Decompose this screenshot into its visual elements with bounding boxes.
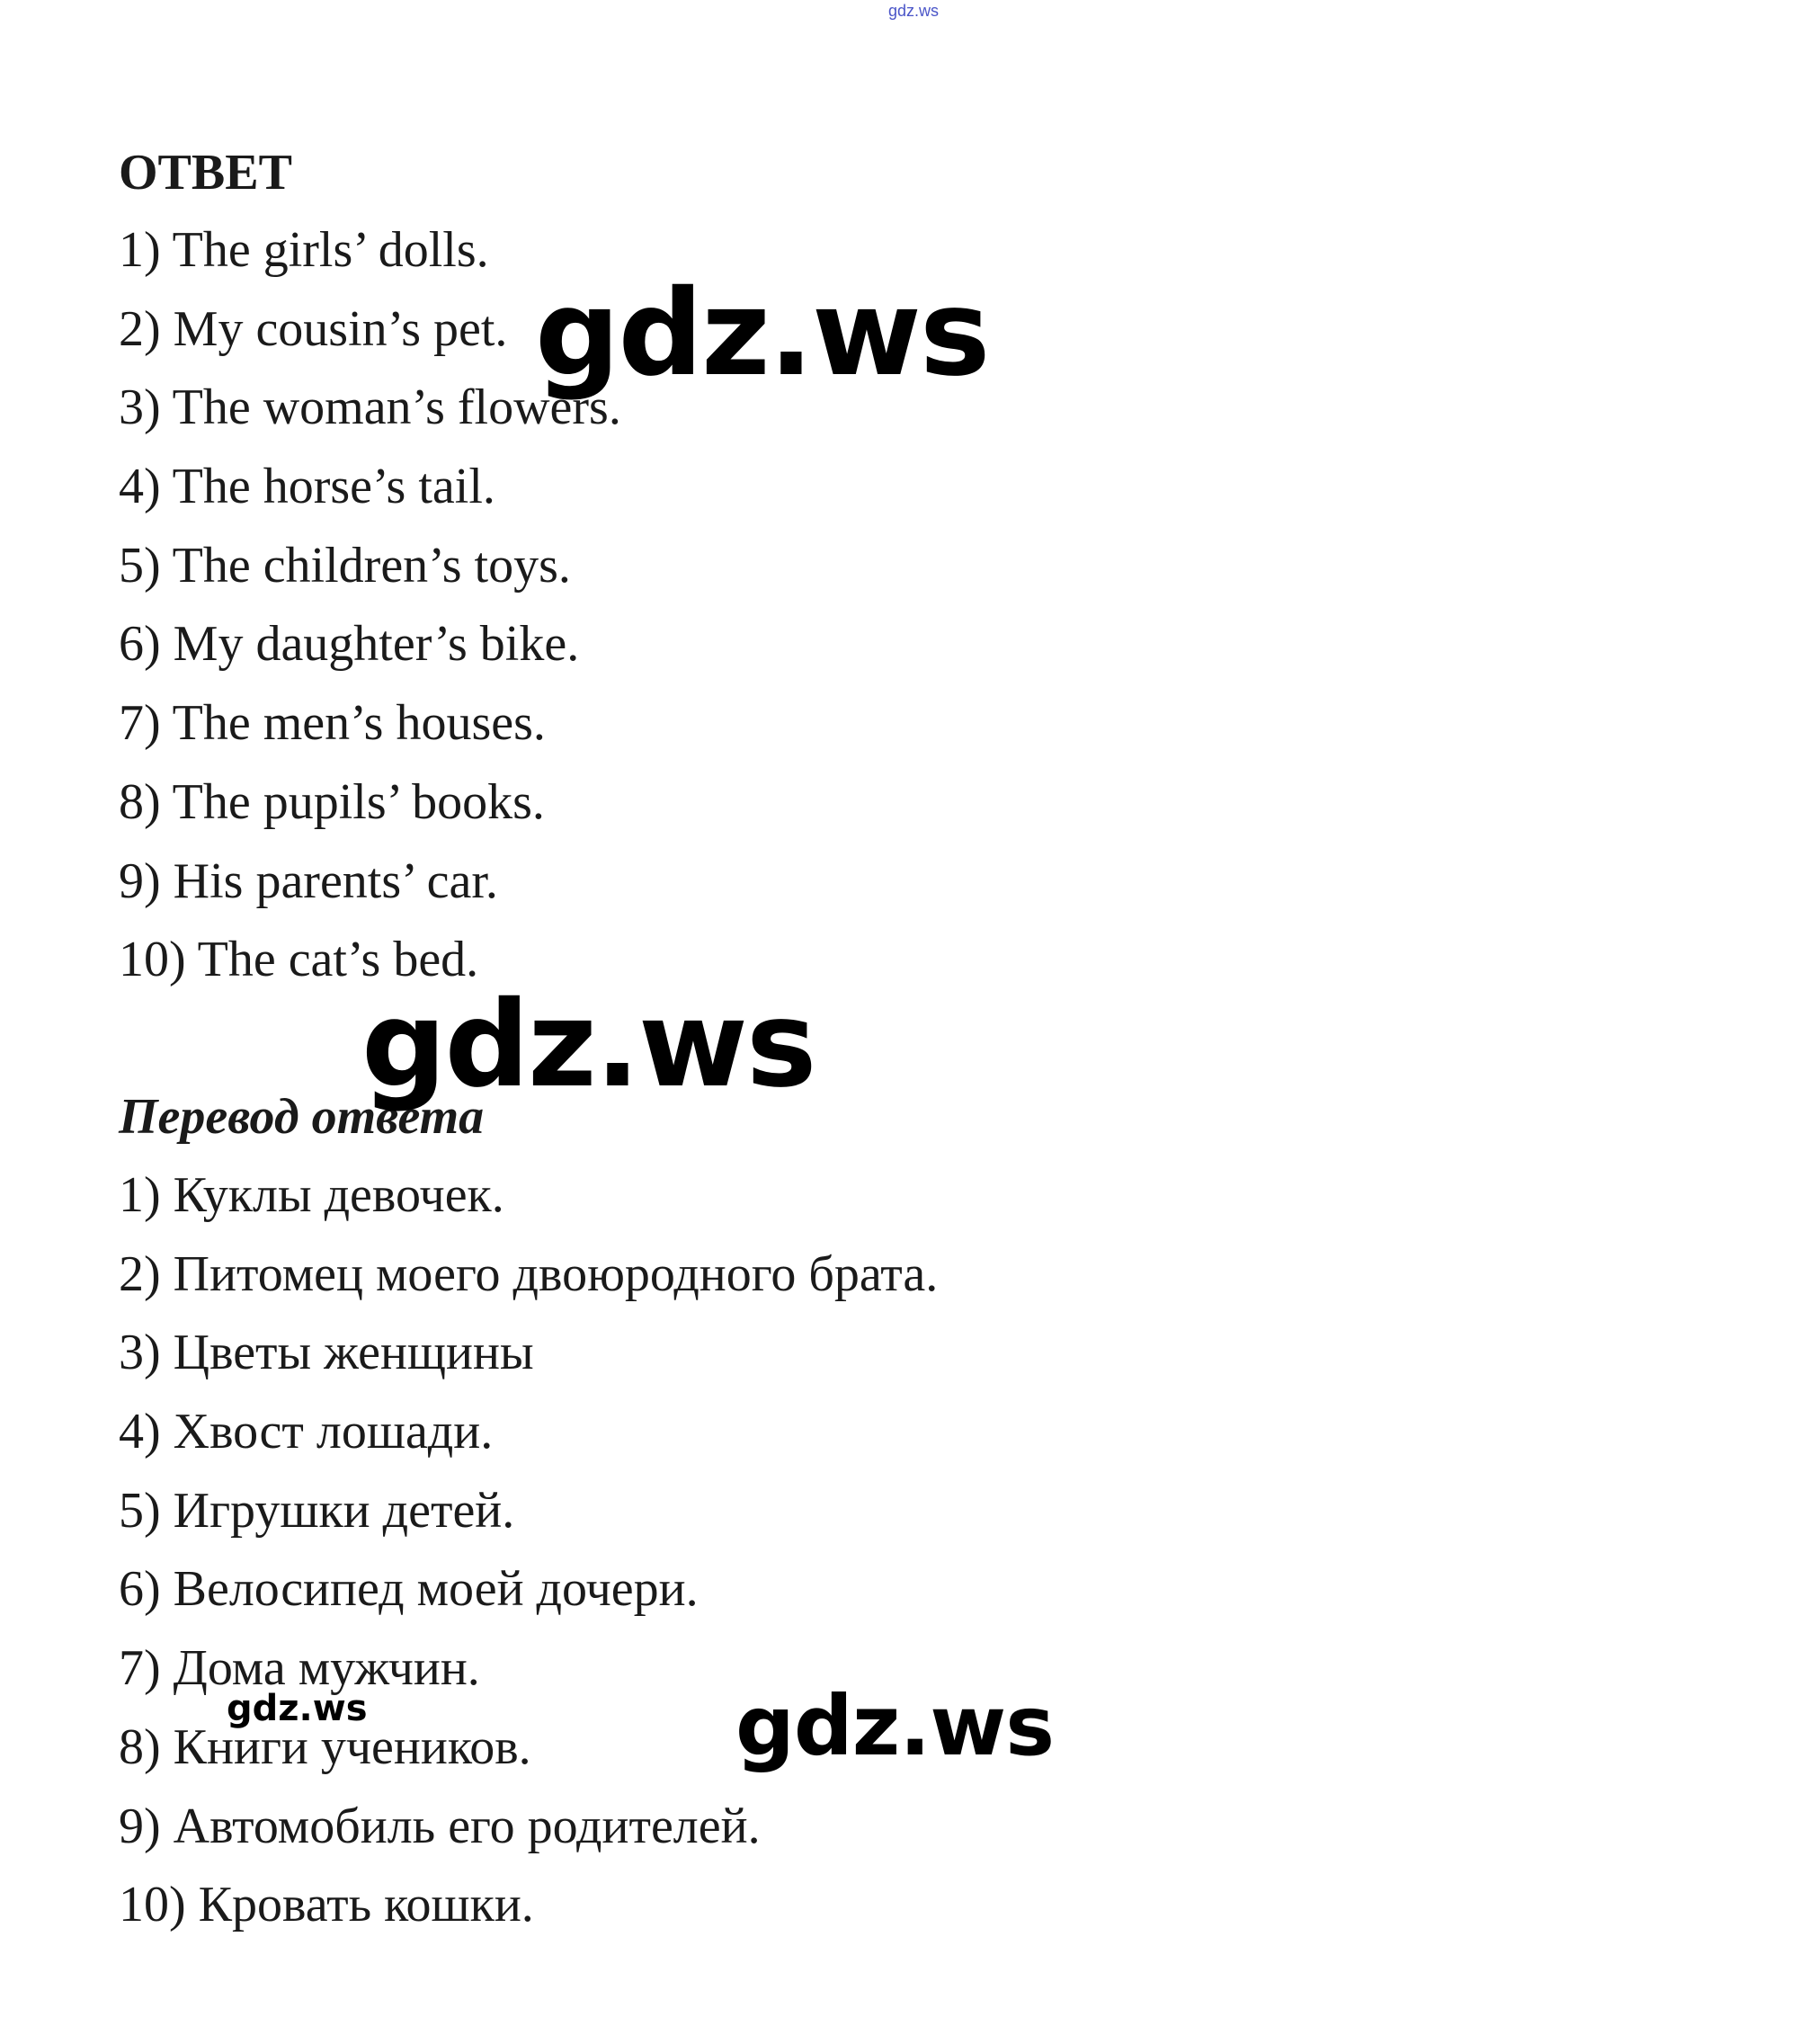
watermark: gdz.ws [361,976,815,1114]
translation-item: 7) Дома мужчин. [119,1640,480,1697]
translation-item: 3) Цветы женщины [119,1325,534,1381]
translation-item: 10) Кровать кошки. [119,1877,534,1933]
translation-item: 5) Игрушки детей. [119,1482,515,1539]
answer-item: 1) The girls’ dolls. [119,222,489,278]
top-watermark: gdz.ws [888,2,940,20]
translation-item: 8) Книги учеников. [119,1718,531,1775]
translation-item: 1) Куклы девочек. [119,1167,504,1223]
answer-item: 8) The pupils’ books. [119,773,545,830]
translation-list [119,1167,939,1959]
answer-item: 7) The men’s houses. [119,695,546,752]
answer-item: 10) The cat’s bed. [119,932,479,988]
translation-item: 2) Питомец моего двоюродного брата. [119,1245,939,1302]
translation-item: 9) Автомобиль его родителей. [119,1798,761,1854]
translation-item: 4) Хвост лошади. [119,1404,494,1460]
answer-item: 2) My cousin’s pet. [119,300,508,357]
watermark: gdz.ws [535,264,989,403]
answer-item: 3) The woman’s flowers. [119,379,621,436]
watermark: gdz.ws [735,1678,1054,1774]
translation-heading: Перевод ответа [119,1089,485,1145]
answer-heading: ОТВЕТ [119,145,292,201]
answer-item: 9) His parents’ car. [119,852,498,909]
answer-item: 5) The children’s toys. [119,537,571,594]
watermark: gdz.ws [227,1688,368,1729]
translation-item: 6) Велосипед моей дочери. [119,1561,699,1618]
answer-item: 6) My daughter’s bike. [119,616,580,673]
answer-item: 4) The horse’s tail. [119,459,495,515]
